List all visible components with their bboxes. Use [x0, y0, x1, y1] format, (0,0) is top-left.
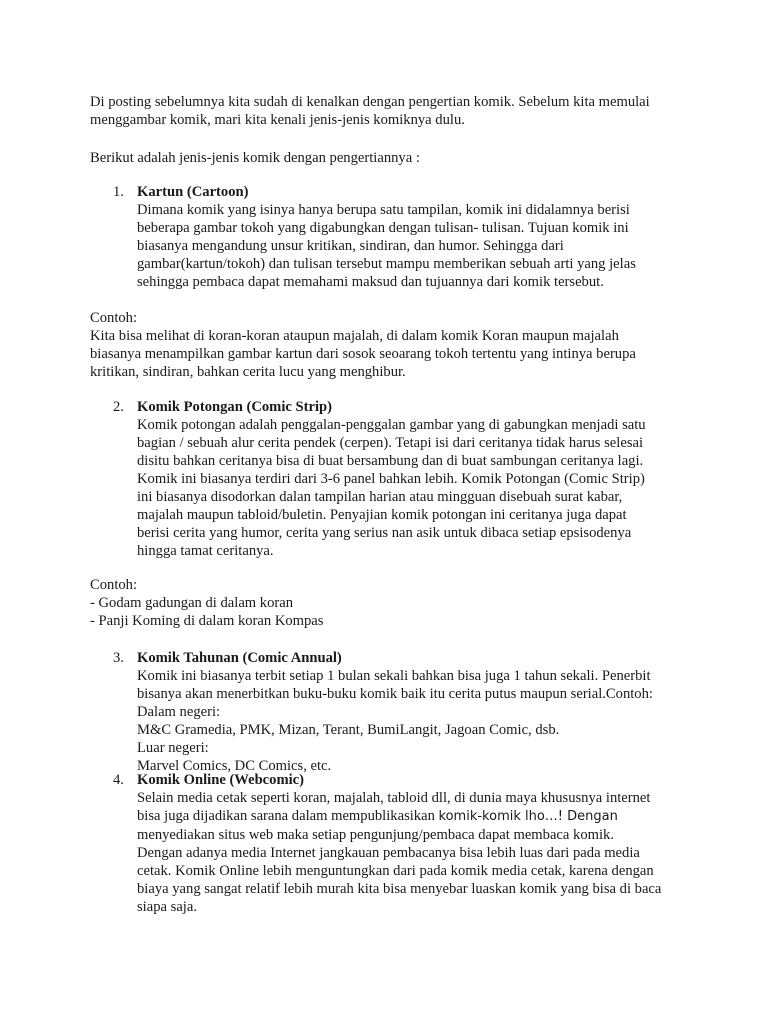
list-number: 4. [113, 772, 124, 788]
list-item-title: Kartun (Cartoon) [137, 184, 249, 200]
list-item-line: Marvel Comics, DC Comics, etc. [137, 758, 332, 774]
list-item-line: cetak. Komik Online lebih menguntungkan dari pada komik media cetak, karena dengan [137, 863, 654, 879]
lead-line: Berikut adalah jenis-jenis komik dengan pengertiannya : [90, 150, 420, 166]
contoh-line: - Godam gadungan di dalam koran [90, 595, 294, 611]
list-item-line: biaya yang sangat relatif lebih murah kita bisa menyebar luaskan komik yang bisa di baca [137, 881, 662, 897]
list-item-text: bisa juga dijadikan sarana dalam mempublikasikan [137, 808, 439, 824]
list-item-line: Komik ini biasanya terdiri dari 3-6 panel bahkan lebih. Komik Potongan (Comic Strip) [137, 471, 645, 487]
list-number: 2. [113, 399, 124, 415]
list-item-line: Selain media cetak seperti koran, majalah, tabloid dll, di dunia maya khususnya internet [137, 790, 651, 806]
list-item-line: hingga tamat ceritanya. [137, 543, 274, 559]
list-item-line: menyediakan situs web maka setiap pengunjung/pembaca dapat membaca komik. [137, 827, 614, 843]
list-item-line: bisanya akan menerbitkan buku-buku komik baik itu cerita putus maupun serial.Contoh: [137, 686, 653, 702]
list-item-line: Luar negeri: [137, 740, 209, 756]
contoh-line: biasanya menampilkan gambar kartun dari sosok seoarang tokoh tertentu yang intinya berupa [90, 346, 636, 362]
intro-line: Di posting sebelumnya kita sudah di kenalkan dengan pengertian komik. Sebelum kita memulai [90, 94, 650, 110]
list-item-line: Dengan adanya media Internet jangkauan pembacanya bisa lebih luas dari pada media [137, 845, 640, 861]
intro-line: menggambar komik, mari kita kenali jenis-jenis komiknya dulu. [90, 112, 465, 128]
list-item-line: berisi cerita yang humor, cerita yang serius nan asik untuk dibaca setiap epsisodenya [137, 525, 632, 541]
contoh-line: - Panji Koming di dalam koran Kompas [90, 613, 324, 629]
list-item-line: Dimana komik yang isinya hanya berupa satu tampilan, komik ini didalamnya berisi [137, 202, 630, 218]
list-item-line: ini biasanya disodorkan dalan tampilan harian atau mingguan disebuah surat kabar, [137, 489, 623, 505]
list-item-line: beberapa gambar tokoh yang digabungkan dengan tulisan- tulisan. Tujuan komik ini [137, 220, 629, 236]
list-item-line: disitu bahkan ceritanya bisa di buat bersambung dan di buat sambungan ceritanya lagi. [137, 453, 644, 469]
list-item-title: Komik Tahunan (Comic Annual) [137, 650, 342, 666]
list-item-title: Komik Potongan (Comic Strip) [137, 399, 332, 415]
list-item-title: Komik Online (Webcomic) [137, 772, 305, 788]
list-item-line: siapa saja. [137, 899, 197, 915]
lead-paragraph [90, 149, 690, 167]
list-item-line: sehingga pembaca dapat memahami maksud dan tujuannya dari komik tersebut. [137, 274, 604, 290]
contoh-paragraph-2 [90, 576, 690, 630]
list-item-line: Komik potongan adalah penggalan-penggalan gambar yang di gabungkan menjadi satu [137, 417, 646, 433]
list-item-line: biasanya mengandung unsur kritikan, sindiran, dan humor. Sehingga dari [137, 238, 564, 254]
intro-paragraph [90, 93, 690, 129]
list-number: 3. [113, 650, 124, 666]
list-item-line: Komik ini biasanya terbit setiap 1 bulan sekali bahkan bisa juga 1 tahun sekali. Penerbit [137, 668, 651, 684]
list-item-line [137, 807, 697, 826]
list-item-line: gambar(kartun/tokoh) dan tulisan tersebut mampu memberikan sebuah arti yang jelas [137, 256, 636, 272]
list-item-line: majalah maupun tabloid/buletin. Penyajian komik potongan ini ceritanya juga dapat [137, 507, 627, 523]
list-item-text-alt-font: komik-komik lho…! Dengan [438, 809, 618, 824]
contoh-paragraph-1 [90, 309, 690, 381]
list-number: 1. [113, 184, 124, 200]
list-item-line: M&C Gramedia, PMK, Mizan, Terant, BumiLangit, Jagoan Comic, dsb. [137, 722, 560, 738]
contoh-line: kritikan, sindiran, bahkan cerita lucu yang menghibur. [90, 364, 406, 380]
contoh-line: Kita bisa melihat di koran-koran ataupun majalah, di dalam komik Koran maupun majalah [90, 328, 619, 344]
list-item-line: bagian / sebuah alur cerita pendek (cerpen). Tetapi isi dari ceritanya tidak harus selesai [137, 435, 644, 451]
contoh-label: Contoh: [90, 310, 138, 326]
contoh-label: Contoh: [90, 577, 138, 593]
list-item-line: Dalam negeri: [137, 704, 221, 720]
